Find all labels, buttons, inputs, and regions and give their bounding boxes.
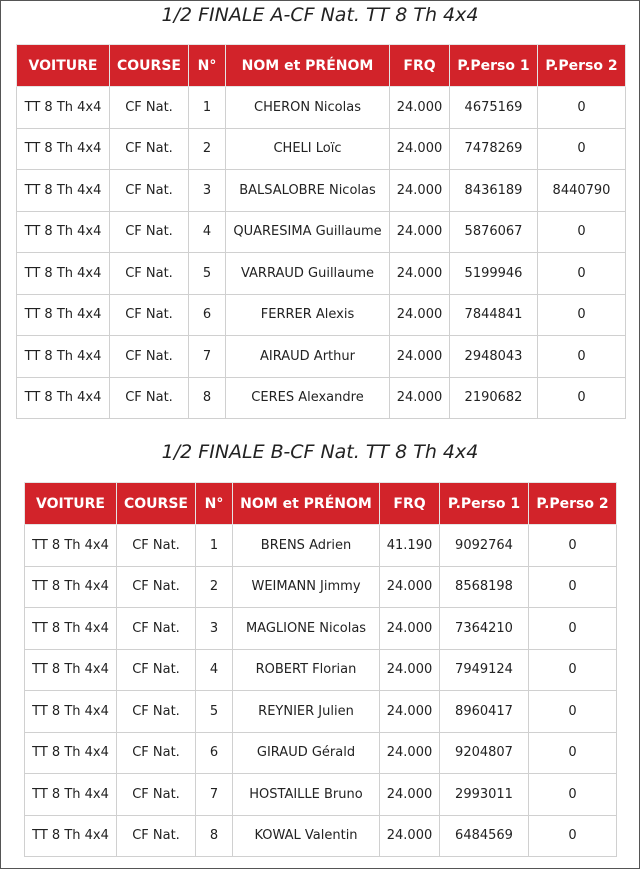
header-course: COURSE (110, 45, 189, 87)
cell-pperso1: 4675169 (450, 87, 538, 129)
cell-voiture: TT 8 Th 4x4 (25, 608, 117, 650)
cell-course: CF Nat. (117, 525, 196, 567)
cell-numero: 5 (189, 253, 226, 295)
cell-numero: 4 (196, 649, 233, 691)
cell-nom-prenom: MAGLIONE Nicolas (233, 608, 380, 650)
cell-pperso2: 0 (538, 253, 626, 295)
cell-voiture: TT 8 Th 4x4 (25, 649, 117, 691)
cell-pperso1: 8436189 (450, 170, 538, 212)
table-row (25, 608, 617, 650)
header-voiture: VOITURE (17, 45, 110, 87)
header-pperso2: P.Perso 2 (538, 45, 626, 87)
header-numero: N° (189, 45, 226, 87)
cell-course: CF Nat. (117, 815, 196, 857)
cell-pperso2: 0 (538, 336, 626, 378)
cell-course: CF Nat. (110, 211, 189, 253)
cell-numero: 1 (189, 87, 226, 129)
cell-course: CF Nat. (117, 566, 196, 608)
cell-nom-prenom: WEIMANN Jimmy (233, 566, 380, 608)
cell-pperso2: 0 (529, 815, 617, 857)
cell-nom-prenom: GIRAUD Gérald (233, 732, 380, 774)
cell-pperso1: 9092764 (440, 525, 529, 567)
cell-voiture: TT 8 Th 4x4 (17, 336, 110, 378)
section-a-title: 1/2 FINALE A-CF Nat. TT 8 Th 4x4 (161, 4, 479, 26)
cell-course: CF Nat. (117, 732, 196, 774)
cell-voiture: TT 8 Th 4x4 (25, 525, 117, 567)
header-frq: FRQ (380, 483, 440, 525)
table-header-row (17, 45, 626, 87)
header-nom-prenom: NOM et PRÉNOM (226, 45, 390, 87)
table-row (25, 815, 617, 857)
table-row (17, 211, 626, 253)
cell-numero: 6 (189, 294, 226, 336)
cell-nom-prenom: AIRAUD Arthur (226, 336, 390, 378)
cell-numero: 7 (196, 774, 233, 816)
cell-frq: 24.000 (390, 170, 450, 212)
cell-frq: 24.000 (380, 566, 440, 608)
cell-pperso1: 8960417 (440, 691, 529, 733)
cell-pperso2: 0 (529, 732, 617, 774)
cell-frq: 24.000 (390, 336, 450, 378)
cell-numero: 2 (189, 128, 226, 170)
cell-numero: 3 (196, 608, 233, 650)
cell-pperso2: 0 (529, 525, 617, 567)
cell-frq: 24.000 (380, 691, 440, 733)
cell-numero: 8 (189, 377, 226, 419)
cell-frq: 24.000 (390, 128, 450, 170)
header-pperso1: P.Perso 1 (450, 45, 538, 87)
cell-course: CF Nat. (110, 336, 189, 378)
cell-pperso2: 0 (538, 128, 626, 170)
table-row (17, 87, 626, 129)
cell-voiture: TT 8 Th 4x4 (17, 253, 110, 295)
cell-pperso1: 7364210 (440, 608, 529, 650)
cell-voiture: TT 8 Th 4x4 (17, 128, 110, 170)
cell-pperso2: 0 (529, 774, 617, 816)
header-pperso1: P.Perso 1 (440, 483, 529, 525)
cell-numero: 4 (189, 211, 226, 253)
cell-course: CF Nat. (110, 87, 189, 129)
table-row (17, 336, 626, 378)
table-row (25, 566, 617, 608)
results-table-b (24, 482, 617, 857)
cell-course: CF Nat. (110, 253, 189, 295)
header-nom-prenom: NOM et PRÉNOM (233, 483, 380, 525)
cell-voiture: TT 8 Th 4x4 (17, 377, 110, 419)
cell-pperso1: 2993011 (440, 774, 529, 816)
cell-nom-prenom: BALSALOBRE Nicolas (226, 170, 390, 212)
table-row (25, 525, 617, 567)
cell-pperso2: 0 (529, 649, 617, 691)
table-header-row (25, 483, 617, 525)
table-row (17, 253, 626, 295)
cell-voiture: TT 8 Th 4x4 (25, 732, 117, 774)
cell-voiture: TT 8 Th 4x4 (17, 211, 110, 253)
table-row (25, 774, 617, 816)
cell-frq: 24.000 (390, 253, 450, 295)
cell-frq: 24.000 (380, 815, 440, 857)
cell-voiture: TT 8 Th 4x4 (25, 691, 117, 733)
cell-frq: 24.000 (390, 211, 450, 253)
cell-numero: 2 (196, 566, 233, 608)
cell-nom-prenom: CHELI Loïc (226, 128, 390, 170)
cell-voiture: TT 8 Th 4x4 (25, 815, 117, 857)
cell-course: CF Nat. (110, 170, 189, 212)
table-row (17, 377, 626, 419)
cell-course: CF Nat. (110, 128, 189, 170)
cell-voiture: TT 8 Th 4x4 (25, 774, 117, 816)
cell-numero: 8 (196, 815, 233, 857)
cell-nom-prenom: BRENS Adrien (233, 525, 380, 567)
cell-nom-prenom: REYNIER Julien (233, 691, 380, 733)
table-row (17, 294, 626, 336)
cell-numero: 5 (196, 691, 233, 733)
header-frq: FRQ (390, 45, 450, 87)
cell-frq: 24.000 (390, 377, 450, 419)
cell-frq: 41.190 (380, 525, 440, 567)
cell-frq: 24.000 (380, 608, 440, 650)
cell-pperso2: 0 (538, 377, 626, 419)
cell-pperso1: 2948043 (450, 336, 538, 378)
cell-pperso1: 9204807 (440, 732, 529, 774)
header-course: COURSE (117, 483, 196, 525)
header-numero: N° (196, 483, 233, 525)
cell-voiture: TT 8 Th 4x4 (17, 87, 110, 129)
cell-pperso2: 0 (529, 566, 617, 608)
cell-pperso1: 7844841 (450, 294, 538, 336)
cell-pperso2: 0 (529, 608, 617, 650)
cell-nom-prenom: QUARESIMA Guillaume (226, 211, 390, 253)
cell-frq: 24.000 (380, 732, 440, 774)
header-pperso2: P.Perso 2 (529, 483, 617, 525)
cell-course: CF Nat. (117, 608, 196, 650)
cell-voiture: TT 8 Th 4x4 (17, 170, 110, 212)
results-table-a (16, 44, 626, 419)
cell-numero: 6 (196, 732, 233, 774)
header-voiture: VOITURE (25, 483, 117, 525)
table-row (25, 732, 617, 774)
cell-frq: 24.000 (380, 649, 440, 691)
cell-course: CF Nat. (117, 649, 196, 691)
cell-nom-prenom: VARRAUD Guillaume (226, 253, 390, 295)
cell-pperso1: 7949124 (440, 649, 529, 691)
cell-numero: 3 (189, 170, 226, 212)
cell-voiture: TT 8 Th 4x4 (17, 294, 110, 336)
cell-nom-prenom: ROBERT Florian (233, 649, 380, 691)
cell-pperso2: 0 (538, 87, 626, 129)
cell-nom-prenom: CHERON Nicolas (226, 87, 390, 129)
cell-nom-prenom: FERRER Alexis (226, 294, 390, 336)
cell-course: CF Nat. (110, 377, 189, 419)
table-row (17, 170, 626, 212)
cell-pperso1: 2190682 (450, 377, 538, 419)
cell-pperso1: 7478269 (450, 128, 538, 170)
cell-pperso1: 6484569 (440, 815, 529, 857)
cell-course: CF Nat. (110, 294, 189, 336)
cell-frq: 24.000 (390, 294, 450, 336)
cell-pperso2: 0 (538, 211, 626, 253)
cell-pperso2: 8440790 (538, 170, 626, 212)
cell-pperso2: 0 (538, 294, 626, 336)
cell-voiture: TT 8 Th 4x4 (25, 566, 117, 608)
cell-nom-prenom: HOSTAILLE Bruno (233, 774, 380, 816)
table-row (25, 649, 617, 691)
cell-numero: 7 (189, 336, 226, 378)
cell-course: CF Nat. (117, 691, 196, 733)
cell-frq: 24.000 (380, 774, 440, 816)
cell-pperso2: 0 (529, 691, 617, 733)
cell-pperso1: 8568198 (440, 566, 529, 608)
table-row (25, 691, 617, 733)
cell-numero: 1 (196, 525, 233, 567)
section-b-title: 1/2 FINALE B-CF Nat. TT 8 Th 4x4 (161, 441, 479, 463)
cell-nom-prenom: KOWAL Valentin (233, 815, 380, 857)
table-row (17, 128, 626, 170)
cell-course: CF Nat. (117, 774, 196, 816)
cell-frq: 24.000 (390, 87, 450, 129)
cell-nom-prenom: CERES Alexandre (226, 377, 390, 419)
cell-pperso1: 5199946 (450, 253, 538, 295)
cell-pperso1: 5876067 (450, 211, 538, 253)
